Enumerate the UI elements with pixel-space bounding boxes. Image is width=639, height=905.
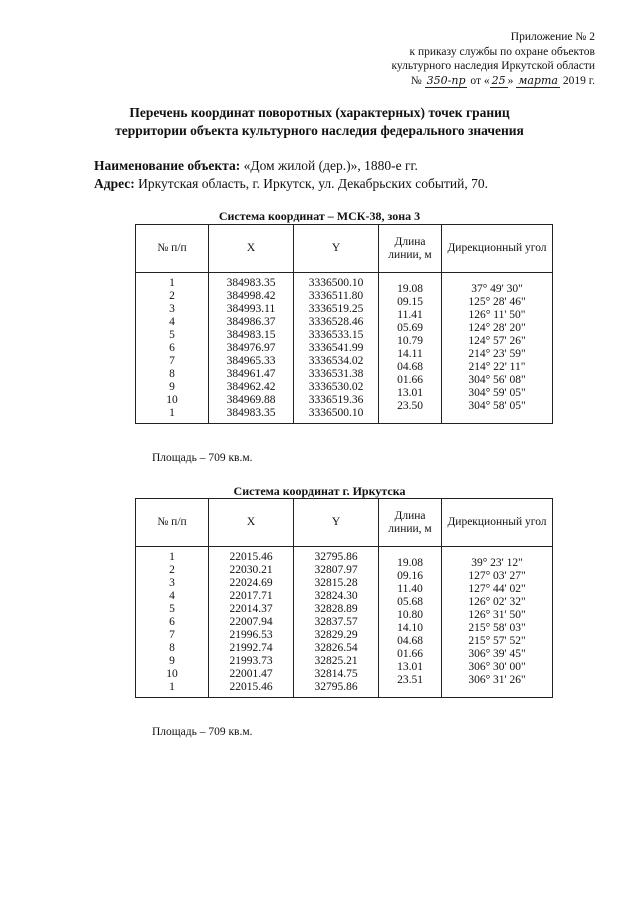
cell-value: 126° 02' 32" [468, 596, 526, 608]
cell-value: 9 [169, 381, 175, 393]
cell-value: 22015.46 [229, 681, 273, 693]
cell-value: 14.11 [397, 348, 423, 360]
order-number-handwritten: 350-пр [426, 73, 466, 87]
cell-value: 3336530.02 [308, 381, 364, 393]
cell-value: 8 [169, 368, 175, 380]
table1-area: Площадь – 709 кв.м. [152, 452, 253, 464]
title-line-1: Перечень координат поворотных (характерных) точек границ [129, 105, 510, 120]
cell-value: 1 [169, 277, 175, 289]
cell-value: 21992.74 [229, 642, 273, 654]
coords-table-irkutsk [135, 498, 553, 698]
cell-value: 01.66 [397, 374, 423, 386]
cell-value: 384969.88 [226, 394, 276, 406]
cell-value: 127° 44' 02" [468, 583, 526, 595]
col-length [379, 273, 442, 424]
cell-value: 9 [169, 655, 175, 667]
annex-line-3: культурного наследия Иркутской области [391, 60, 595, 72]
cell-value: 09.15 [397, 296, 423, 308]
cell-value: 1 [169, 551, 175, 563]
document-title [0, 104, 639, 140]
cell-value: 19.08 [397, 557, 423, 569]
cell-value: 32814.75 [314, 668, 358, 680]
cell-value: 4 [169, 316, 175, 328]
cell-value: 22001.47 [229, 668, 273, 680]
col-y [294, 547, 379, 698]
cell-value: 125° 28' 46" [468, 296, 526, 308]
cell-value: 21993.73 [229, 655, 273, 667]
cell-value: 3336534.02 [308, 355, 364, 367]
cell-value: 384983.15 [226, 329, 276, 341]
cell-value: 384976.97 [226, 342, 276, 354]
cell-value: 09.16 [397, 570, 423, 582]
cell-value: 3336541.99 [308, 342, 364, 354]
cell-value: 13.01 [397, 387, 423, 399]
annex-line-1: Приложение № 2 [510, 31, 595, 43]
col-num [136, 273, 209, 424]
cell-value: 14.10 [397, 622, 423, 634]
cell-value: 6 [169, 616, 175, 628]
cell-value: 37° 49' 30" [471, 283, 523, 295]
cell-value: 306° 30' 00" [468, 661, 526, 673]
col-x [209, 547, 294, 698]
cell-value: 304° 58' 05" [468, 400, 526, 412]
cell-value: 5 [169, 603, 175, 615]
header-x: X [209, 225, 294, 273]
cell-value: 04.68 [397, 635, 423, 647]
cell-value: 1 [169, 407, 175, 419]
cell-value: 8 [169, 642, 175, 654]
table2-caption: Система координат г. Иркутска [233, 484, 406, 498]
header-angle: Дирекционный угол [442, 499, 553, 547]
cell-value: 3336519.36 [308, 394, 364, 406]
cell-value: 384983.35 [226, 277, 276, 289]
order-number-line [392, 74, 596, 89]
cell-value: 2 [169, 564, 175, 576]
cell-value: 306° 31' 26" [468, 674, 526, 686]
cell-value: 11.40 [397, 583, 423, 595]
object-info [94, 157, 488, 193]
cell-value: 306° 39' 45" [468, 648, 526, 660]
header-num: № п/п [136, 225, 209, 273]
col-angle [442, 273, 553, 424]
cell-value: 384961.47 [226, 368, 276, 380]
header-length: Длина линии, м [379, 499, 442, 547]
object-name-label: Наименование объекта: [94, 158, 241, 173]
cell-value: 05.68 [397, 596, 423, 608]
cell-value: 3 [169, 303, 175, 315]
cell-value: 01.66 [397, 648, 423, 660]
cell-value: 13.01 [397, 661, 423, 673]
cell-value: 32807.97 [314, 564, 358, 576]
cell-value: 7 [169, 355, 175, 367]
cell-value: 384962.42 [226, 381, 276, 393]
header-y: Y [294, 225, 379, 273]
cell-value: 4 [169, 590, 175, 602]
cell-value: 32815.28 [314, 577, 358, 589]
cell-value: 22015.46 [229, 551, 273, 563]
cell-value: 384986.37 [226, 316, 276, 328]
header-length: Длина линии, м [379, 225, 442, 273]
cell-value: 214° 23' 59" [468, 348, 526, 360]
cell-value: 22030.21 [229, 564, 273, 576]
cell-value: 10.79 [397, 335, 423, 347]
order-from-label: от « [470, 74, 490, 87]
cell-value: 384983.35 [226, 407, 276, 419]
cell-value: 3336531.38 [308, 368, 364, 380]
cell-value: 32825.21 [314, 655, 358, 667]
cell-value: 124° 28' 20" [468, 322, 526, 334]
cell-value: 32829.29 [314, 629, 358, 641]
cell-value: 215° 57' 52" [468, 635, 526, 647]
cell-value: 384998.42 [226, 290, 276, 302]
cell-value: 2 [169, 290, 175, 302]
cell-value: 6 [169, 342, 175, 354]
table1-caption: Система координат – МСК-38, зона 3 [218, 209, 421, 223]
cell-value: 126° 31' 50" [468, 609, 526, 621]
cell-value: 10 [166, 394, 178, 406]
cell-value: 10 [166, 668, 178, 680]
cell-value: 3336511.80 [308, 290, 364, 302]
coords-table-msk38 [135, 224, 553, 424]
cell-value: 22024.69 [229, 577, 273, 589]
cell-value: 32826.54 [314, 642, 358, 654]
title-line-2: территории объекта культурного наследия федерального значения [115, 123, 524, 138]
cell-value: 3336528.46 [308, 316, 364, 328]
cell-value: 127° 03' 27" [468, 570, 526, 582]
annex-line-2: к приказу службы по охране объектов [409, 45, 595, 58]
order-mid: » [507, 74, 514, 87]
cell-value: 126° 11' 50" [468, 309, 526, 321]
cell-value: 124° 57' 26" [468, 335, 526, 347]
cell-value: 32824.30 [314, 590, 358, 602]
order-num-prefix: № [410, 74, 422, 87]
cell-value: 304° 56' 08" [468, 374, 526, 386]
cell-value: 23.51 [397, 674, 423, 686]
cell-value: 05.69 [397, 322, 423, 334]
object-address-label: Адрес: [94, 176, 135, 191]
cell-value: 23.50 [397, 400, 423, 412]
cell-value: 32828.89 [314, 603, 358, 615]
cell-value: 32837.57 [314, 616, 358, 628]
cell-value: 32795.86 [314, 681, 358, 693]
cell-value: 32795.86 [314, 551, 358, 563]
col-num [136, 547, 209, 698]
annex-header [392, 30, 596, 88]
cell-value: 215° 58' 03" [468, 622, 526, 634]
col-length [379, 547, 442, 698]
cell-value: 384965.33 [226, 355, 276, 367]
object-name-value: «Дом жилой (дер.)», 1880-е гг. [243, 158, 418, 173]
header-y: Y [294, 499, 379, 547]
header-angle: Дирекционный угол [442, 225, 553, 273]
cell-value: 04.68 [397, 361, 423, 373]
cell-value: 3336519.25 [308, 303, 364, 315]
table2-area: Площадь – 709 кв.м. [152, 726, 253, 738]
order-day-handwritten: 25 [491, 73, 506, 87]
order-year: 2019 г. [562, 74, 595, 87]
col-x [209, 273, 294, 424]
cell-value: 3336500.10 [308, 407, 364, 419]
cell-value: 22007.94 [229, 616, 273, 628]
cell-value: 11.41 [397, 309, 423, 321]
cell-value: 22014.37 [229, 603, 273, 615]
cell-value: 214° 22' 11" [468, 361, 526, 373]
col-y [294, 273, 379, 424]
cell-value: 7 [169, 629, 175, 641]
cell-value: 3336500.10 [308, 277, 364, 289]
cell-value: 22017.71 [229, 590, 273, 602]
object-name-line [94, 157, 488, 175]
cell-value: 3 [169, 577, 175, 589]
cell-value: 1 [169, 681, 175, 693]
header-num: № п/п [136, 499, 209, 547]
object-address-value: Иркутская область, г. Иркутск, ул. Декабрьских событий, 70. [138, 176, 488, 191]
cell-value: 304° 59' 05" [468, 387, 526, 399]
cell-value: 21996.53 [229, 629, 273, 641]
cell-value: 384993.11 [226, 303, 276, 315]
cell-value: 39° 23' 12" [471, 557, 523, 569]
cell-value: 3336533.15 [308, 329, 364, 341]
cell-value: 19.08 [397, 283, 423, 295]
col-angle [442, 547, 553, 698]
object-address-line [94, 175, 488, 193]
header-x: X [209, 499, 294, 547]
cell-value: 10.80 [397, 609, 423, 621]
order-month-handwritten: марта [518, 73, 558, 87]
cell-value: 5 [169, 329, 175, 341]
